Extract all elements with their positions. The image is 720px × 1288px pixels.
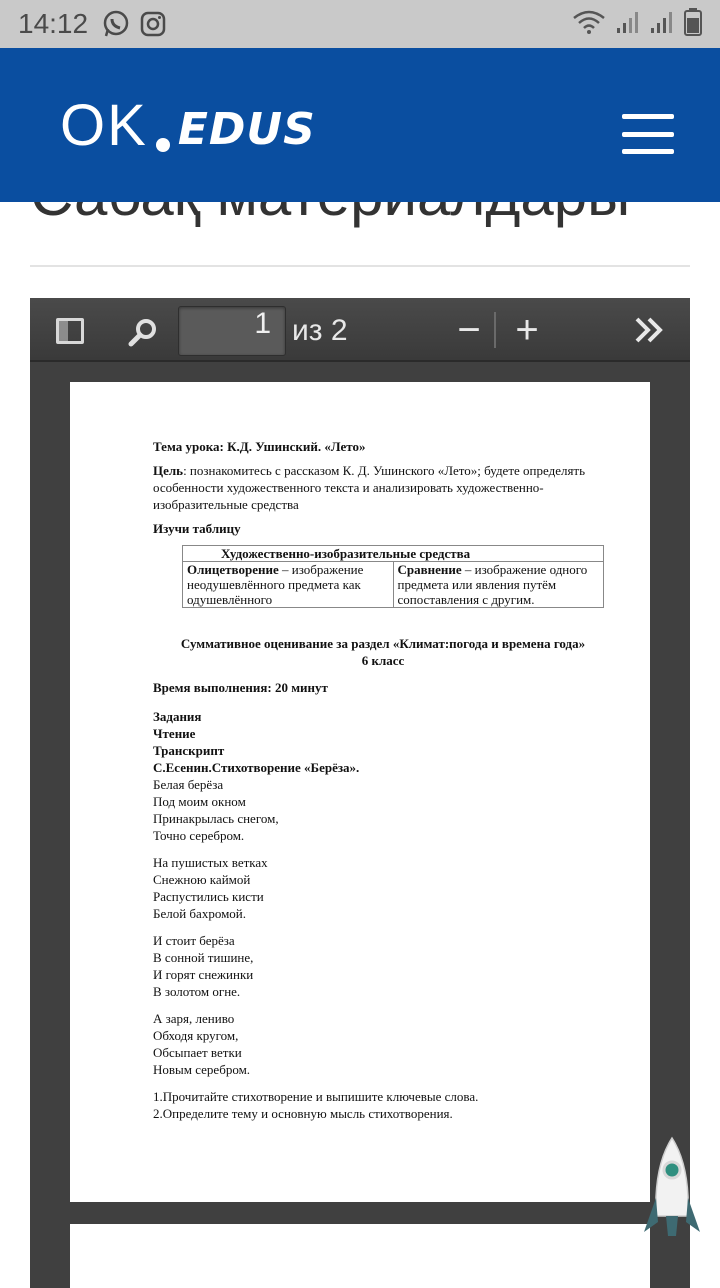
question-1: 1.Прочитайте стихотворение и выпишите ключевые слова. xyxy=(153,1089,479,1104)
poem-line: А заря, лениво xyxy=(153,1011,235,1026)
menu-line-icon xyxy=(622,114,674,119)
poem-line: Белой бахромой. xyxy=(153,906,246,921)
summative-line-1: Суммативное оценивание за раздел «Климат:погода и времена года» xyxy=(180,636,586,651)
poem-line: Снежною каймой xyxy=(153,872,251,887)
battery-icon xyxy=(684,8,702,41)
poem-stanza-2 xyxy=(153,854,613,922)
search-icon[interactable] xyxy=(126,316,160,350)
sidebar-toggle-icon[interactable] xyxy=(56,318,84,344)
status-bar xyxy=(0,0,720,48)
transcript-label: Транскрипт xyxy=(153,743,225,758)
signal-icon-2 xyxy=(650,10,674,39)
logo-ok: OK xyxy=(60,93,148,158)
logo-edus: EDUS xyxy=(177,104,316,155)
hamburger-menu-button[interactable] xyxy=(622,114,674,154)
means-table xyxy=(182,545,604,608)
tasks-label: Задания xyxy=(153,709,202,724)
poem-line: Распустились кисти xyxy=(153,889,264,904)
poem-line: Белая берёза xyxy=(153,777,224,792)
poem-stanza-3 xyxy=(153,932,613,1000)
time-label: Время выполнения: 20 минут xyxy=(153,680,328,695)
poem-line: И горят снежинки xyxy=(153,967,254,982)
whatsapp-icon xyxy=(102,10,130,38)
scroll-to-top-rocket-icon[interactable] xyxy=(642,1136,702,1248)
status-time: 14:12 xyxy=(18,8,89,39)
site-header xyxy=(0,48,720,202)
table-header: Художественно-изобразительные средства xyxy=(183,546,604,562)
pdf-viewer[interactable] xyxy=(30,298,690,1288)
lesson-topic xyxy=(153,438,613,455)
page-number-input[interactable]: 1 xyxy=(178,306,286,356)
more-tools-icon[interactable] xyxy=(634,316,664,349)
poem-line: Обходя кругом, xyxy=(153,1028,239,1043)
poem-line: Обсыпает ветки xyxy=(153,1045,242,1060)
table-cell-personification xyxy=(183,562,394,608)
topic-label: Тема урока: xyxy=(153,439,224,454)
wifi-icon xyxy=(572,9,606,40)
poem-line: Новым серебром. xyxy=(153,1062,251,1077)
menu-line-icon xyxy=(622,132,674,137)
term-personification: Олицетворение xyxy=(187,562,279,577)
poem-line: Точно серебром. xyxy=(153,828,245,843)
logo[interactable] xyxy=(60,93,316,158)
lesson-goal xyxy=(153,462,613,513)
summative-line-2: 6 класс xyxy=(361,653,405,668)
def-comparison: – изображение одного предмета или явления путём сопоставления с другим. xyxy=(397,562,588,607)
topic-value: К.Д. Ушинский. «Лето» xyxy=(227,439,366,454)
poem-line: В сонной тишине, xyxy=(153,950,254,965)
study-table-label: Изучи таблицу xyxy=(153,521,241,536)
question-2: 2.Определите тему и основную мысль стихотворения. xyxy=(153,1106,453,1121)
poem-line: На пушистых ветках xyxy=(153,855,268,870)
poem-line: В золотом огне. xyxy=(153,984,241,999)
goal-text: : познакомитесь с рассказом К. Д. Ушинского «Лето»; будете определять особенности художественного текста и анализировать художественно-изобразительные средства xyxy=(153,463,586,512)
instagram-icon xyxy=(140,11,166,37)
goal-label: Цель xyxy=(153,463,184,478)
poem-stanza-4 xyxy=(153,1010,613,1078)
pdf-toolbar xyxy=(30,298,690,362)
poem-line: Под моим окном xyxy=(153,794,246,809)
poem-stanza-1 xyxy=(153,776,613,844)
zoom-in-button[interactable]: + xyxy=(515,308,539,352)
tasks-section xyxy=(153,708,613,1122)
poem-line: И стоит берёза xyxy=(153,933,235,948)
reading-label: Чтение xyxy=(153,726,196,741)
poem-line: Принакрылась снегом, xyxy=(153,811,279,826)
table-cell-comparison xyxy=(393,562,604,608)
summative-heading xyxy=(153,635,613,669)
menu-line-icon xyxy=(622,149,674,154)
title-divider xyxy=(30,265,690,267)
page-count-label: из 2 xyxy=(292,314,348,347)
term-comparison: Сравнение xyxy=(397,562,462,577)
pdf-page-1 xyxy=(70,382,650,1202)
signal-icon xyxy=(616,10,640,39)
pdf-page-2 xyxy=(70,1224,650,1288)
zoom-separator xyxy=(494,312,496,348)
poem-title: С.Есенин.Стихотворение «Берёза». xyxy=(153,760,360,775)
def-personification: – изображение неодушевлённого предмета как одушевлённого xyxy=(187,562,364,607)
zoom-out-button[interactable]: − xyxy=(457,308,481,352)
logo-dot xyxy=(156,138,170,152)
